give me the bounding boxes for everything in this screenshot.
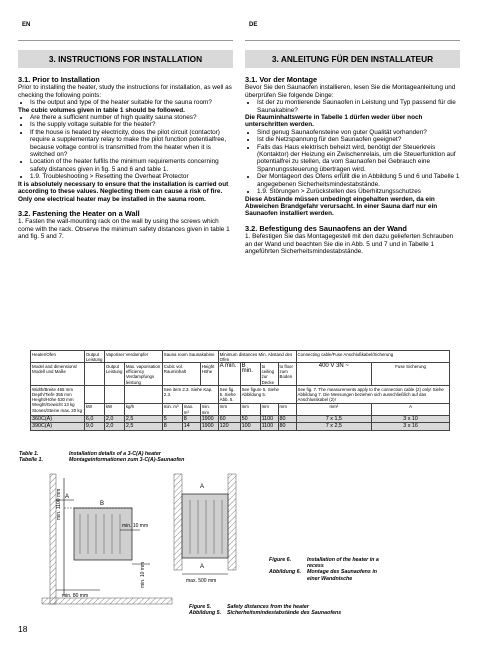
table-cell: 8 — [162, 423, 182, 430]
list-item: • If the house is heated by electricity, does the pilot circuit (contactor) require a supplementary relay to make the pilot function potentialfree, because voltage control is transmitted from the heater when it is switched on? — [30, 129, 233, 159]
table-cell: 2,0 — [104, 423, 124, 430]
table-header: Output Leistung — [85, 351, 103, 362]
caption-text: Installation of the heater in a recess — [307, 557, 379, 570]
table-header: Cubic vol. Rauminhalt — [162, 363, 200, 386]
caption-text: Installation details of a 3-C(A) heater — [69, 451, 161, 457]
table-header-row — [31, 351, 450, 363]
fig5-label-min1100: min. 1100 mm — [56, 488, 62, 520]
figure-6-recess-installation — [168, 470, 258, 592]
table-cell: 80 — [278, 416, 296, 423]
figure-6-caption — [269, 557, 387, 582]
list-item: • 1.9. Störungen > Zurückstellen des Überhitzungsschutzes — [257, 188, 460, 195]
table-cell: mm² — [296, 403, 372, 415]
heading-prior-installation: 3.1. Prior to Installation — [18, 75, 100, 84]
step-1-text: 1. Fasten the wall-mounting rack on the wall by using the screws which come with the rack. Observe the minimum safety distances given in table 1 and fig. 5 and 7. — [18, 218, 230, 241]
caption-number: Tabelle 1. — [19, 457, 43, 464]
checklist-1 — [18, 99, 233, 106]
intro-text: Bevor Sie den Saunaofen installieren, lesen Sie die Montageanleitung und überprüfen Sie folgende Dinge: — [245, 84, 456, 99]
list-item: • Location of the heater fulfils the minimum requirements concerning safety distances given in fig. 5 and 6 and table 1. — [30, 158, 233, 173]
table-cell: mm — [260, 403, 278, 415]
fig5-label-min10-right: min. 10 mm — [122, 523, 149, 529]
table-header: to ceiling zur Decke — [260, 363, 278, 386]
table-cell: 1900 — [200, 423, 218, 430]
table-cell: min. m³ — [162, 403, 182, 415]
table-cell: 2,5 — [124, 423, 162, 430]
checklist-2 — [18, 114, 233, 181]
table-header: Sauna room Saunakabine — [162, 351, 218, 363]
checklist-2 — [245, 129, 460, 196]
table-header: Model and dimensions/ Modell und Maße — [31, 363, 85, 386]
table-cell: 1100 — [260, 416, 278, 423]
table-cell: mm — [218, 403, 240, 415]
table-cell: Width/Breite 465 mm Depth/Tiefe 355 mm Height/Höhe 530 mm Weight/Gewicht 13 kg Stones/Steine max. 20 kg — [31, 386, 85, 416]
section-title-en: 3. INSTRUCTIONS FOR INSTALLATION — [18, 50, 233, 68]
heater-body — [74, 508, 132, 560]
caption-text: Montageinformationen zum 3-C(A)-Saunaofen — [69, 457, 185, 464]
column-en — [18, 76, 233, 241]
table-header: to floor zum Boden — [278, 363, 296, 386]
table-header: Fuse Sicherung — [372, 363, 450, 386]
table-cell: 80 — [278, 423, 296, 430]
intro-text: Prior to installing the heater, study the instructions for installation, as well as checking the following points: — [18, 84, 232, 99]
table-cell: 7 x 2,5 — [296, 423, 372, 430]
caption-number: Figure 6. — [269, 557, 292, 563]
warning-text: Diese Abstände müssen unbedingt eingehalten werden, da ein Abweichen Brandgefahr verursacht. In einer Sauna darf nur ein Saunaofen installiert werden. — [245, 195, 438, 218]
table-header: Vaporiser Verdampfer — [104, 351, 162, 363]
language-label-de: DE — [245, 18, 460, 41]
list-item: • Der Montageort des Ofens erfüllt die in Abbildung 5 und 6 und Tabelle 1 angegebenen Sicherheitsmindestabstände. — [257, 173, 460, 188]
table-cell: 60 — [218, 416, 240, 423]
table-cell: 120 — [218, 423, 240, 430]
table-cell: kW — [84, 403, 104, 415]
fig6-label-a-bottom: A — [200, 564, 205, 570]
table-row — [31, 416, 450, 423]
table-1-caption — [19, 451, 184, 463]
table-cell: 7 x 1,5 — [296, 416, 372, 423]
table-cell: 14 — [182, 423, 200, 430]
heading-vor-der-montage: 3.1. Vor der Montage — [245, 75, 318, 84]
heading-fastening: 3.2. Fastening the Heater on a Wall — [18, 208, 140, 218]
table-cell: 8 — [182, 416, 200, 423]
list-item: • Sind genug Saunaofensteine von guter Qualität vorhanden? — [257, 129, 460, 136]
fig6-label-max500: max. 500 mm — [186, 578, 217, 584]
list-item: • Are there a sufficient number of high quality sauna stones? — [30, 114, 233, 121]
table-cell: 3 x 10 — [372, 416, 450, 423]
table-row — [31, 423, 450, 430]
table-header: Heater/Ofen — [31, 351, 85, 363]
table-header: Height Höhe — [200, 363, 218, 386]
table-cell: 360C(A) — [31, 416, 85, 423]
list-item: • Is the supply voltage suitable for the heater? — [30, 121, 233, 128]
table-cell: See figure 5. Siehe Abbildung 5. — [240, 386, 296, 404]
page-number: 18 — [18, 624, 28, 634]
caption-number: Figure 5. — [189, 604, 212, 610]
table-cell: mm — [278, 403, 296, 415]
table-header: B min. — [240, 363, 260, 386]
table-cell: 2,0 — [104, 416, 124, 423]
table-cell: 6,0 — [84, 416, 104, 423]
table-header: Connecting cable/Fuse Anschlußkabel/Sicherung — [296, 351, 449, 363]
heater-in-recess — [182, 494, 228, 558]
table-header: Max. vaporisation efficiency Verdampfungs leistung — [124, 363, 162, 386]
table-cell: A — [372, 403, 450, 415]
table-cell: 3 x 16 — [372, 423, 450, 430]
table-header: A min. — [218, 363, 240, 386]
table-cell: mm — [240, 403, 260, 415]
fig5-label-b: B — [100, 501, 105, 507]
table-cell: 100 — [240, 423, 260, 430]
table-cell: See item 2.3. Siehe Kap. 2.3. — [162, 386, 218, 404]
fig5-label-min80: min. 80 mm — [62, 593, 89, 599]
table-cell: 50 — [240, 416, 260, 423]
table-header: Output Leistung — [104, 363, 124, 386]
warning-text: It is absolutely necessary to ensure that the installation is carried out according to these values. Neglecting them can cause a risk of fire. Only one electrical heater may be installed in the sauna room. — [18, 180, 229, 203]
table-units-row — [31, 403, 450, 415]
table-cell: 1100 — [260, 423, 278, 430]
language-label-en: EN — [18, 18, 233, 41]
list-item: • Ist der zu montierende Saunaofen in Leistung und Typ passend für die Saunakabine? — [257, 99, 460, 114]
table-notes-row — [31, 386, 450, 404]
cubic-volume-note: The cubic volumes given in table 1 should be followed. — [18, 106, 185, 114]
caption-text: Montage des Saunaofens in einer Wandnische — [307, 569, 378, 582]
table-cell: kW — [104, 403, 124, 415]
table-cell: 2,5 — [124, 416, 162, 423]
fig5-label-min10-bottom: min. 10 mm — [140, 561, 146, 588]
figure-5-safety-distances — [40, 470, 180, 610]
table-cell: kg/h — [124, 403, 162, 415]
heading-befestigung: 3.2. Befestigung des Saunaofens an der Wand — [245, 223, 407, 233]
checklist-1 — [245, 99, 460, 114]
list-item: • Ist die Netzspannung für den Saunaofen geeignet? — [257, 136, 460, 143]
table-cell: 9,0 — [84, 423, 104, 430]
table-cell: 5 — [162, 416, 182, 423]
caption-number: Abbildung 5. — [189, 610, 222, 617]
caption-text: Safety distances from the heater — [227, 604, 309, 610]
table-subheader-row — [31, 363, 450, 386]
fig6-label-a-top: A — [200, 484, 205, 490]
installation-details-table — [30, 350, 450, 431]
column-de — [245, 76, 460, 255]
figure-5-caption — [189, 604, 341, 616]
caption-number: Table 1. — [19, 451, 39, 457]
table-cell: min. mm — [200, 403, 218, 415]
table-cell: max. m³ — [182, 403, 200, 415]
table-cell: 390C(A) — [31, 423, 85, 430]
table-cell: See fig. 7. The measurements apply to the connection cable (2) only! Siehe Abbildung 7. Die Messungen beziehen sich ausschließlich auf das Anschlusskabel (2)! — [296, 386, 449, 404]
table-cell: 1900 — [200, 416, 218, 423]
list-item: • 1.9. Troubleshooting > Resetting the Overheat Protector — [30, 173, 233, 180]
fig5-label-a: A — [65, 494, 70, 500]
list-item: • Is the output and type of the heater suitable for the sauna room? — [30, 99, 233, 106]
caption-number: Abbildung 6. — [269, 569, 302, 576]
table-header: Minimum distances Min. Abstand des Ofen — [218, 351, 296, 363]
step-1-text: 1. Befestigen Sie das Montagegestell mit den dazu gelieferten Schrauben an der Wand und beachten Sie die in Abb. 5 und 7 und in Tabelle 1 angeführten Sicherheitsmindestabstände. — [245, 233, 454, 255]
table-header: 400 V 3N ~ — [296, 363, 372, 386]
caption-text: Sicherheitsmindestabstände des Saunaofens — [227, 610, 342, 617]
section-title-de: 3. ANLEITUNG FÜR DEN INSTALLATEUR — [245, 50, 460, 68]
table-cell: See fig. 5. Siehe Abb. 5. — [218, 386, 240, 404]
cubic-volume-note: Die Rauminhaltswerte in Tabelle 1 dürfen weder über noch unterschritten werden. — [245, 114, 423, 129]
list-item: • Falls das Haus elektrisch beheizt wird, benötigt der Steuerkreis (Kontaktor) der Heizung ein Zwischenrelais, um die Steuerfunktion auf potentialfrei zu stellen, da vom Saunaofen bei Gebrauch eine Spannungssteuerung übertragen wird. — [257, 144, 460, 174]
